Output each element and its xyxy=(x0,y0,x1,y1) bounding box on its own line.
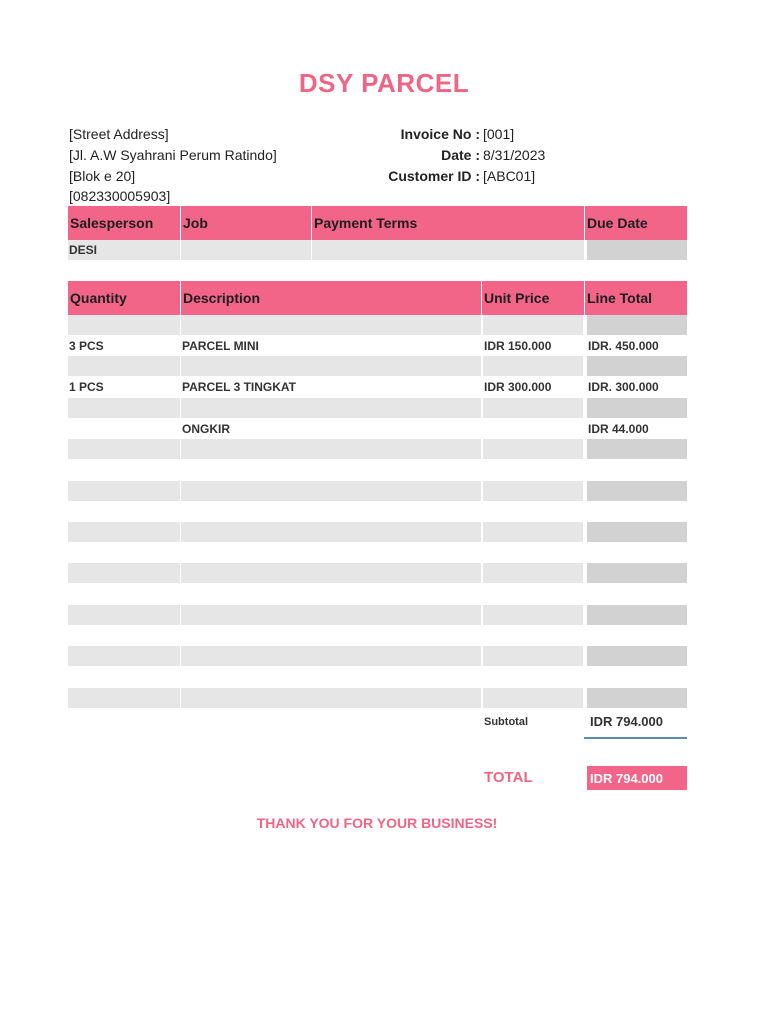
line-total-cell xyxy=(587,315,687,335)
line-total-cell xyxy=(587,501,687,521)
unit-price-cell xyxy=(483,543,583,563)
quantity-cell xyxy=(68,522,180,542)
line-total-cell: IDR. 300.000 xyxy=(588,380,659,395)
unit-price-cell xyxy=(483,398,583,418)
unit-price-cell xyxy=(483,481,583,501)
job-cell xyxy=(181,240,311,260)
col-header-job: Job xyxy=(181,206,311,240)
line-total-cell: IDR. 450.000 xyxy=(588,338,659,353)
description-cell xyxy=(181,688,481,708)
unit-price-cell xyxy=(483,439,583,459)
unit-price-cell xyxy=(483,419,583,439)
line-total-cell xyxy=(587,398,687,418)
subtotal-underline xyxy=(584,737,687,739)
description-cell xyxy=(181,543,481,563)
payment-terms-cell xyxy=(312,240,584,260)
unit-price-cell xyxy=(483,584,583,604)
description-cell xyxy=(181,481,481,501)
quantity-cell xyxy=(68,667,180,687)
unit-price-cell xyxy=(483,605,583,625)
total-label: TOTAL xyxy=(484,769,533,786)
quantity-cell xyxy=(68,605,180,625)
unit-price-cell xyxy=(483,315,583,335)
description-cell xyxy=(181,460,481,480)
line-total-cell xyxy=(587,605,687,625)
company-title: DSY PARCEL xyxy=(298,68,470,98)
total-value: IDR 794.000 xyxy=(587,766,687,790)
customer-id-row xyxy=(360,166,560,187)
description-cell: PARCEL MINI xyxy=(182,338,259,353)
col-header-payment-terms: Payment Terms xyxy=(312,206,584,240)
thank-you-message: THANK YOU FOR YOUR BUSINESS! xyxy=(256,815,498,831)
line-total-cell xyxy=(587,356,687,376)
unit-price-cell: IDR 300.000 xyxy=(484,380,552,395)
quantity-cell xyxy=(68,460,180,480)
quantity-cell xyxy=(68,688,180,708)
address-line-1: [Street Address] xyxy=(69,126,169,142)
col-header-unit-price: Unit Price xyxy=(482,281,584,315)
date-row xyxy=(360,145,560,166)
unit-price-cell xyxy=(483,501,583,521)
col-header-quantity: Quantity xyxy=(68,281,180,315)
invoice-number-value: [001] xyxy=(483,126,515,142)
quantity-cell xyxy=(68,315,180,335)
line-total-cell xyxy=(587,439,687,459)
description-cell: ONGKIR xyxy=(182,421,230,436)
description-cell xyxy=(181,398,481,418)
line-total-cell xyxy=(587,563,687,583)
date-label: Date : xyxy=(441,146,480,163)
quantity-cell xyxy=(68,646,180,666)
line-total-cell xyxy=(587,584,687,604)
description-cell xyxy=(181,667,481,687)
line-total-cell xyxy=(587,460,687,480)
customer-id-label: Customer ID : xyxy=(388,167,480,184)
address-block xyxy=(69,124,277,207)
unit-price-cell xyxy=(483,522,583,542)
quantity-cell xyxy=(68,356,180,376)
description-cell xyxy=(181,605,481,625)
unit-price-cell xyxy=(483,667,583,687)
quantity-cell: 1 PCS xyxy=(69,380,104,395)
customer-id-value: [ABC01] xyxy=(483,167,536,184)
line-total-cell xyxy=(587,688,687,708)
invoice-meta xyxy=(360,124,560,186)
quantity-cell xyxy=(68,439,180,459)
description-cell xyxy=(181,626,481,646)
col-header-line-total: Line Total xyxy=(585,281,687,315)
unit-price-cell xyxy=(483,356,583,376)
unit-price-cell: IDR 150.000 xyxy=(484,338,552,353)
description-cell xyxy=(181,646,481,666)
description-cell: PARCEL 3 TINGKAT xyxy=(182,380,297,395)
line-total-cell xyxy=(587,543,687,563)
line-total-cell xyxy=(587,646,687,666)
subtotal-value: IDR 794.000 xyxy=(590,714,663,729)
unit-price-cell xyxy=(483,563,583,583)
address-line-2: [Jl. A.W Syahrani Perum Ratindo] xyxy=(69,146,277,163)
date-value: 8/31/2023 xyxy=(483,146,546,163)
col-header-due-date: Due Date xyxy=(585,206,687,240)
salesperson-cell: DESI xyxy=(68,240,180,260)
description-cell xyxy=(181,315,481,335)
col-header-description: Description xyxy=(181,281,481,315)
invoice-number-row xyxy=(360,124,560,145)
quantity-cell: 3 PCS xyxy=(69,338,104,353)
address-line-3: [Blok e 20] xyxy=(69,167,136,184)
line-total-cell: IDR 44.000 xyxy=(588,421,649,436)
invoice-number-label: Invoice No : xyxy=(400,126,480,142)
description-cell xyxy=(181,356,481,376)
description-cell xyxy=(181,563,481,583)
col-header-salesperson: Salesperson xyxy=(68,206,180,240)
description-cell xyxy=(181,439,481,459)
unit-price-cell xyxy=(483,646,583,666)
quantity-cell xyxy=(68,584,180,604)
quantity-cell xyxy=(68,481,180,501)
unit-price-cell xyxy=(483,460,583,480)
description-cell xyxy=(181,584,481,604)
quantity-cell xyxy=(68,419,180,439)
quantity-cell xyxy=(68,626,180,646)
address-line-4: [082330005903] xyxy=(69,188,171,205)
unit-price-cell xyxy=(483,688,583,708)
line-total-cell xyxy=(587,481,687,501)
quantity-cell xyxy=(68,398,180,418)
due-date-cell xyxy=(587,240,687,260)
quantity-cell xyxy=(68,563,180,583)
line-total-cell xyxy=(587,667,687,687)
description-cell xyxy=(181,522,481,542)
description-cell xyxy=(181,501,481,521)
subtotal-label: Subtotal xyxy=(484,716,528,728)
line-total-cell xyxy=(587,522,687,542)
quantity-cell xyxy=(68,501,180,521)
line-total-cell xyxy=(587,626,687,646)
quantity-cell xyxy=(68,543,180,563)
unit-price-cell xyxy=(483,626,583,646)
